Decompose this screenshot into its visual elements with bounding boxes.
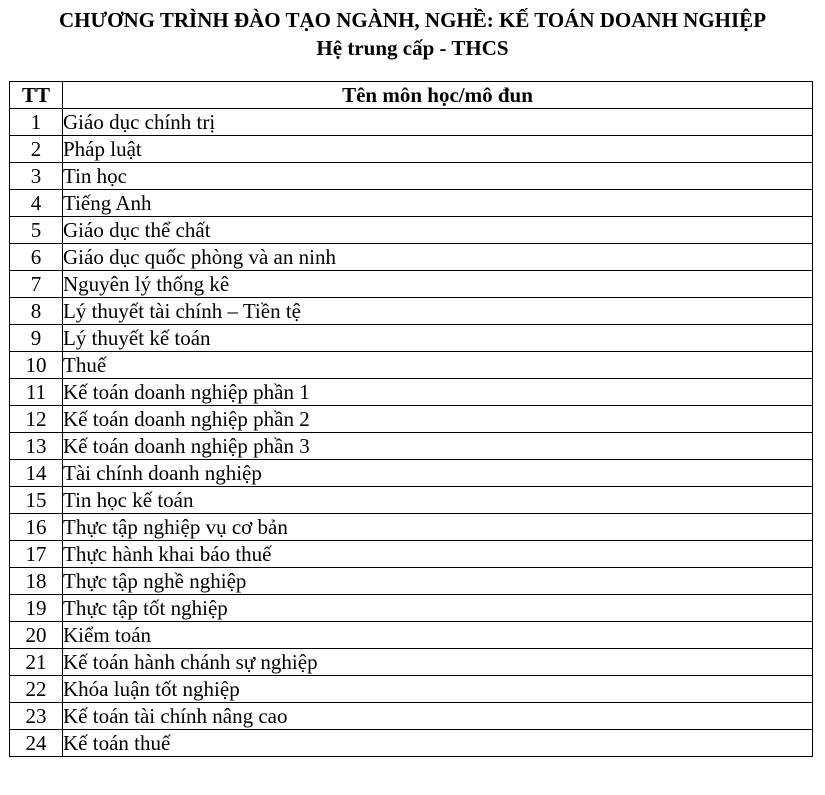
row-number: 18 <box>10 568 63 595</box>
table-row <box>10 676 813 703</box>
row-number: 12 <box>10 406 63 433</box>
column-header-tt: TT <box>10 82 63 109</box>
subject-name: Kế toán thuế <box>63 730 813 757</box>
subject-name: Giáo dục quốc phòng và an ninh <box>63 244 813 271</box>
table-header-row <box>10 82 813 109</box>
subject-name: Tài chính doanh nghiệp <box>63 460 813 487</box>
subject-name: Kế toán doanh nghiệp phần 1 <box>63 379 813 406</box>
row-number: 4 <box>10 190 63 217</box>
table-row <box>10 109 813 136</box>
row-number: 9 <box>10 325 63 352</box>
table-row <box>10 460 813 487</box>
row-number: 14 <box>10 460 63 487</box>
row-number: 17 <box>10 541 63 568</box>
subject-name: Tin học kế toán <box>63 487 813 514</box>
subject-name: Kế toán doanh nghiệp phần 3 <box>63 433 813 460</box>
table-row <box>10 541 813 568</box>
subject-name: Kiểm toán <box>63 622 813 649</box>
curriculum-table <box>9 81 813 757</box>
subject-name: Pháp luật <box>63 136 813 163</box>
subject-name: Thực tập tốt nghiệp <box>63 595 813 622</box>
table-row <box>10 406 813 433</box>
subject-name: Kế toán hành chánh sự nghiệp <box>63 649 813 676</box>
document-subtitle: Hệ trung cấp - THCS <box>316 36 509 60</box>
row-number: 22 <box>10 676 63 703</box>
subject-name: Tin học <box>63 163 813 190</box>
table-row <box>10 244 813 271</box>
subject-name: Lý thuyết kế toán <box>63 325 813 352</box>
table-row <box>10 298 813 325</box>
row-number: 20 <box>10 622 63 649</box>
row-number: 8 <box>10 298 63 325</box>
subject-name: Kế toán tài chính nâng cao <box>63 703 813 730</box>
table-row <box>10 352 813 379</box>
table-row <box>10 433 813 460</box>
table-row <box>10 190 813 217</box>
row-number: 6 <box>10 244 63 271</box>
table-row <box>10 136 813 163</box>
subject-name: Lý thuyết tài chính – Tiền tệ <box>63 298 813 325</box>
row-number: 5 <box>10 217 63 244</box>
column-header-subject: Tên môn học/mô đun <box>63 82 813 109</box>
document-title: CHƯƠNG TRÌNH ĐÀO TẠO NGÀNH, NGHỀ: KẾ TOÁN DOANH NGHIỆP <box>58 8 767 32</box>
subject-name: Khóa luận tốt nghiệp <box>63 676 813 703</box>
subject-name: Giáo dục chính trị <box>63 109 813 136</box>
table-row <box>10 649 813 676</box>
table-row <box>10 163 813 190</box>
table-row <box>10 568 813 595</box>
table-body <box>10 109 813 757</box>
subject-name: Thuế <box>63 352 813 379</box>
row-number: 23 <box>10 703 63 730</box>
table-row <box>10 703 813 730</box>
subject-name: Tiếng Anh <box>63 190 813 217</box>
table-row <box>10 325 813 352</box>
row-number: 15 <box>10 487 63 514</box>
row-number: 19 <box>10 595 63 622</box>
row-number: 11 <box>10 379 63 406</box>
table-row <box>10 730 813 757</box>
row-number: 7 <box>10 271 63 298</box>
subject-name: Thực hành khai báo thuế <box>63 541 813 568</box>
table-row <box>10 514 813 541</box>
row-number: 10 <box>10 352 63 379</box>
subject-name: Thực tập nghiệp vụ cơ bản <box>63 514 813 541</box>
row-number: 2 <box>10 136 63 163</box>
subject-name: Nguyên lý thống kê <box>63 271 813 298</box>
row-number: 3 <box>10 163 63 190</box>
row-number: 24 <box>10 730 63 757</box>
table-row <box>10 271 813 298</box>
table-row <box>10 595 813 622</box>
row-number: 13 <box>10 433 63 460</box>
table-row <box>10 217 813 244</box>
table-row <box>10 622 813 649</box>
subject-name: Kế toán doanh nghiệp phần 2 <box>63 406 813 433</box>
row-number: 21 <box>10 649 63 676</box>
subject-name: Giáo dục thể chất <box>63 217 813 244</box>
row-number: 16 <box>10 514 63 541</box>
table-row <box>10 379 813 406</box>
table-row <box>10 487 813 514</box>
row-number: 1 <box>10 109 63 136</box>
subject-name: Thực tập nghề nghiệp <box>63 568 813 595</box>
